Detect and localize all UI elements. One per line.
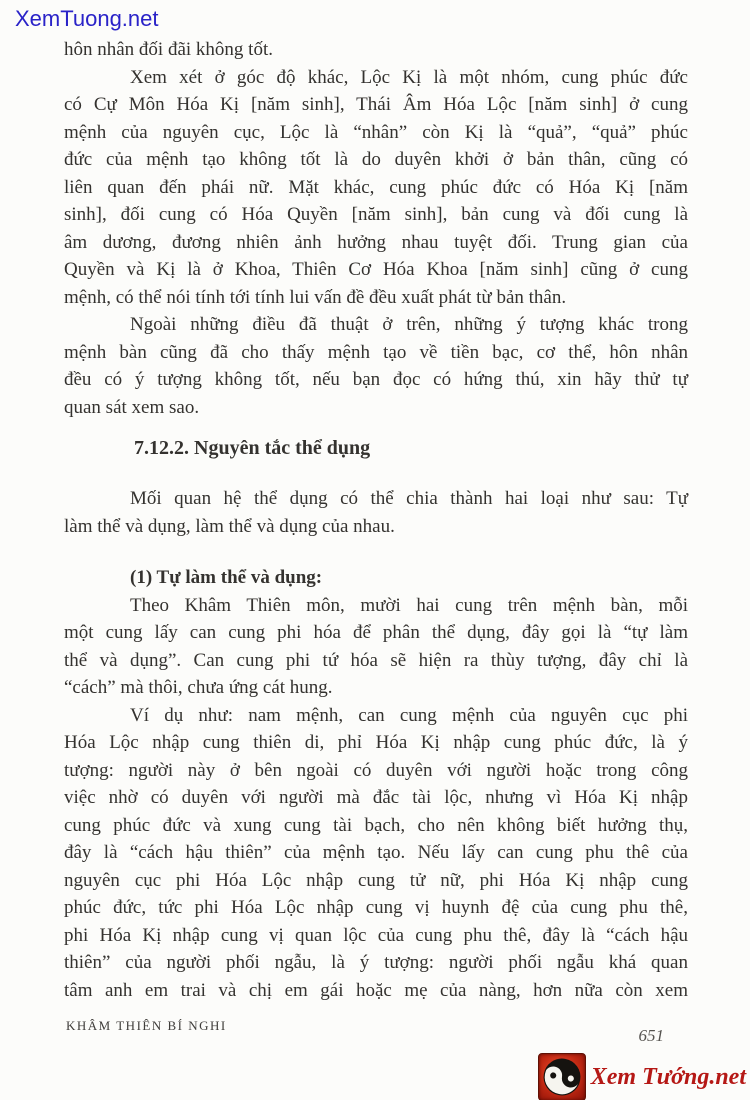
text-line: làm thể và dụng, làm thể và dụng của nhau. — [64, 515, 395, 537]
paragraph — [64, 592, 688, 702]
text-line: quan sát xem sao. — [64, 396, 200, 418]
text-line: có Cự Môn Hóa Kị [năm sinh], Thái Âm Hóa Lộc [năm sinh] ở cung — [64, 94, 688, 115]
text-line: cung phúc đức và xung cung tài bạch, cho nên không biết hưởng thụ, — [64, 814, 688, 836]
yin-yang-icon — [538, 1053, 586, 1100]
text-line: một cung lấy can cung phi hóa để phân thể dụng, đây gọi là “tự làm — [64, 622, 688, 643]
text-line: Quyền và Kị là ở Khoa, Thiên Cơ Hóa Khoa [năm sinh] cũng ở cung — [64, 259, 688, 280]
paragraph — [64, 485, 688, 540]
paragraph — [64, 64, 688, 312]
running-footer-book-title: KHÂM THIÊN BÍ NGHI — [66, 1018, 227, 1033]
site-logo — [538, 1053, 748, 1100]
text-line: hôn nhân đối đãi không tốt. — [64, 39, 273, 60]
text-line: phúc đức, tức phi Hóa Lộc nhập cung vị huynh đệ của cung phu thê, — [64, 897, 688, 918]
text-line: Mối quan hệ thể dụng có thể chia thành hai loại như sau: Tự — [130, 488, 688, 509]
text-line: nguyên cục phi Hóa Lộc nhập cung tử nữ, phi Hóa Kị nhập cung — [64, 869, 688, 891]
paragraph — [64, 36, 688, 64]
text-line: mệnh của nguyên cục, Lộc là “nhân” còn Kị là “quả”, “quả” phúc — [64, 121, 688, 143]
site-logo-text: Xem Tướng.net — [590, 1063, 746, 1090]
text-line: việc nhờ có duyên với người mà đắc tài lộc, nhưng vì Hóa Kị nhập — [64, 787, 688, 808]
page-body-text — [64, 36, 688, 1004]
text-line: mệnh, có thể nói tính tới tính lui vấn đề đều xuất phát từ bản thân. — [64, 286, 567, 308]
text-line: âm dương, đương nhiên ảnh hưởng nhau tuyệt đối. Trung gian của — [64, 231, 688, 253]
text-line: Ví dụ như: nam mệnh, can cung mệnh của nguyên cục phi — [130, 704, 688, 726]
text-line: Theo Khâm Thiên môn, mười hai cung trên mệnh bàn, mỗi — [130, 594, 688, 616]
text-line: phi Hóa Kị nhập cung vị quan lộc của cung phu thê, đây là “cách hậu — [64, 924, 688, 946]
text-line: tượng: người này ở bên ngoài có duyên với người hoặc trong công — [64, 759, 688, 781]
text-line: thể và dụng”. Can cung phi tứ hóa sẽ hiện ra thùy tượng, đây chỉ là — [64, 649, 688, 671]
text-line: liên quan đến phái nữ. Mặt khác, cung phúc đức có Hóa Kị [năm — [64, 176, 688, 198]
text-line: Ngoài những điều đã thuật ở trên, những ý tượng khác trong — [130, 314, 688, 335]
paragraph — [64, 702, 688, 1005]
text-line: đức của mệnh tạo không tốt là do duyên khởi ở bản thân, cũng có — [64, 149, 688, 170]
text-line: đều có ý tượng không tốt, nếu bạn đọc có hứng thú, xin hãy thử tự — [64, 369, 688, 390]
text-line: mệnh bàn cũng đã cho thấy mệnh tạo về tiền bạc, cơ thể, hôn nhân — [64, 341, 688, 363]
text-line: đây là “cách hậu thiên” của mệnh tạo. Nếu lấy can cung phu thê của — [64, 842, 688, 863]
text-line: thiên” của người phối ngẫu, là ý tượng: người phối ngẫu khá quan — [64, 952, 688, 973]
page-number: 651 — [638, 1026, 664, 1045]
paragraph — [64, 311, 688, 421]
sub-heading: (1) Tự làm thể và dụng: — [130, 567, 323, 588]
text-line: sinh], đối cung có Hóa Quyền [năm sinh], bản cung và đối cung là — [64, 204, 688, 225]
text-line: Hóa Lộc nhập cung thiên di, phỉ Hóa Kị nhập cung phúc đức, là ý — [64, 732, 688, 753]
text-line: tâm anh em trai và chị em gái hoặc mẹ của nàng, hơn nữa còn xem — [64, 979, 688, 1001]
text-line: Xem xét ở góc độ khác, Lộc Kị là một nhóm, cung phúc đức — [130, 66, 688, 88]
text-line: “cách” mà thôi, chưa ứng cát hung. — [64, 677, 333, 698]
watermark-top: XemTuong.net — [15, 6, 159, 31]
section-heading: 7.12.2. Nguyên tắc thể dụng — [134, 437, 371, 459]
